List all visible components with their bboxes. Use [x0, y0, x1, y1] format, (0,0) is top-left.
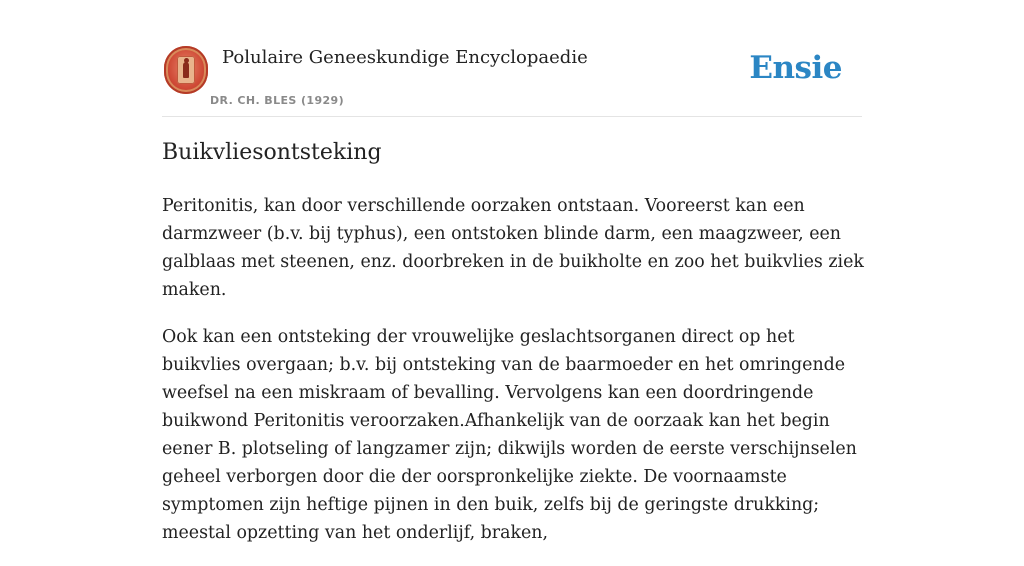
- encyclopedia-seal-icon[interactable]: [164, 46, 208, 94]
- seal-figure: [183, 62, 189, 78]
- article-body: [162, 192, 864, 566]
- article-paragraph: Ook kan een ontsteking der vrouwelijke geslachtsorganen direct op het buikvlies overgaan; b.v. bij ontsteking van de baarmoeder en het omringende weefsel na een miskraam of bevalling. Vervolgens kan een doordringende buikwond Peritonitis veroorzaken.Afhankelijk van de oorzaak kan het begin eener B. plotseling of langzamer zijn; dikwijls worden de eerste verschijnselen geheel verborgen door die der oorspronkelijke ziekte. De voornaamste symptomen zijn heftige pijnen in den buik, zelfs bij de geringste drukking; meestal opzetting van het onderlijf, braken,: [162, 327, 857, 543]
- article-title: Buikvliesontsteking: [162, 140, 382, 165]
- site-header: [162, 40, 862, 117]
- brand-logo-link[interactable]: Ensie: [749, 50, 842, 86]
- encyclopedia-author: DR. CH. BLES (1929): [210, 94, 345, 107]
- encyclopedia-title[interactable]: Polulaire Geneeskundige Encyclopaedie: [222, 47, 588, 68]
- article-paragraph: Peritonitis, kan door verschillende oorzaken ontstaan. Vooreerst kan een darmzweer (b.v. bij typhus), een ontstoken blinde darm, een maagzweer, een galblaas met steenen, enz. doorbreken in de buikholte en zoo het buikvlies ziek maken.: [162, 196, 864, 300]
